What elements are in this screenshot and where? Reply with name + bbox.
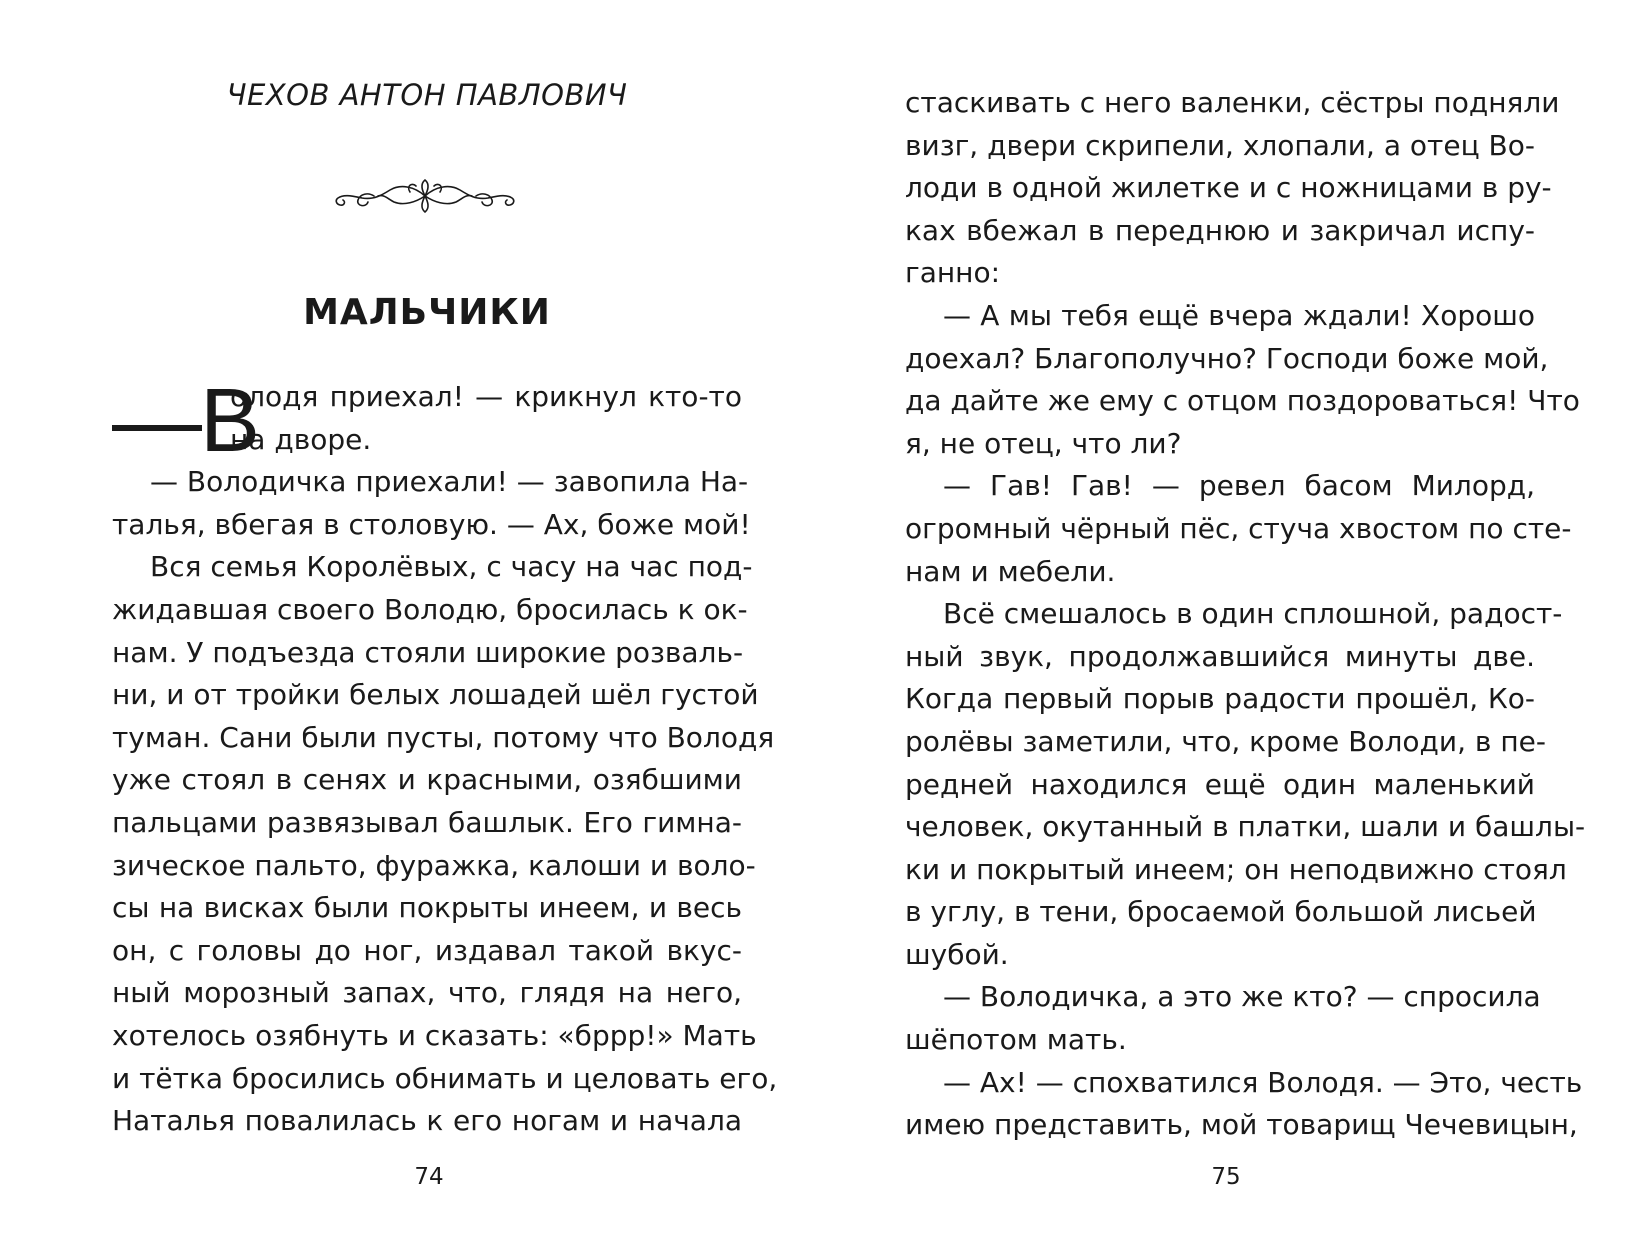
text-line: доехал? Благополучно? Господи боже мой, [905,341,1549,375]
text-line: и тётка бросились обнимать и целовать его, [112,1061,778,1095]
text-line: лоди в одной жилетке и с ножницами в ру- [905,171,1552,205]
right-page [815,0,1630,1252]
drop-cap: —В [112,371,259,471]
text-line: да дайте же ему с отцом поздороваться! Что [905,384,1580,418]
text-line: имею представить, мой товарищ Чечевицын, [905,1108,1578,1142]
left-text-column [112,371,778,1143]
text-line: сы на висках были покрыты инеем, и весь [112,891,742,925]
page-number-left: 74 [414,1164,444,1190]
text-line: на дворе. [230,422,372,456]
text-line: ках вбежал в переднюю и закричал испу- [905,213,1535,247]
text-line: ный морозный запах, что, глядя на него, [112,976,742,1010]
text-line: человек, окутанный в платки, шали и башлы- [905,810,1586,844]
text-line: он, с головы до ног, издавал такой вкус- [112,933,742,967]
text-line: жидавшая своего Володю, бросилась к ок- [112,592,748,626]
text-line: пальцами развязывал башлык. Его гимна- [112,805,742,839]
text-line: — Ах! — спохватился Володя. — Это, честь [943,1065,1583,1099]
text-line: Наталья повалилась к его ногам и начала [112,1104,742,1138]
text-line: визг, двери скрипели, хлопали, а отец Во- [905,128,1535,162]
text-line: стаскивать с него валенки, сёстры подняли [905,86,1560,119]
text-line: — Володичка приехали! — завопила На- [150,465,749,499]
text-line: — А мы тебя ещё вчера ждали! Хорошо [943,298,1535,332]
text-line: зическое пальто, фуражка, калоши и воло- [112,848,756,882]
text-line: нам. У подъезда стояли широкие розваль- [112,635,744,669]
text-line: талья, вбегая в столовую. — Ах, боже мой! [112,507,751,541]
text-line: огромный чёрный пёс, стуча хвостом по сте- [905,511,1572,545]
running-head: ЧЕХОВ АНТОН ПАВЛОВИЧ [226,78,628,112]
text-line: шубой. [905,937,1009,971]
text-line: шёпотом мать. [905,1023,1127,1057]
text-line: ганно: [905,256,1001,290]
text-line: — Володичка, а это же кто? — спросила [943,980,1541,1014]
text-line: туман. Сани были пусты, потому что Володя [112,720,775,754]
text-line: Когда первый порыв радости прошёл, Ко- [905,682,1535,716]
text-line: уже стоял в сенях и красными, озябшими [112,763,742,797]
chapter-title: МАЛЬЧИКИ [303,292,551,333]
text-line: — Гав! Гав! — ревел басом Милорд, [943,469,1535,503]
page-number-right: 75 [1211,1164,1241,1190]
text-line: ный звук, продолжавшийся минуты две. [905,639,1535,673]
text-line: Вся семья Королёвых, с часу на час под- [150,550,753,584]
text-line: нам и мебели. [905,554,1116,588]
ornament-flourish [334,172,516,220]
text-line: Всё смешалось в один сплошной, радост- [943,597,1563,631]
text-line: редней находился ещё один маленький [905,767,1535,801]
text-line: ни, и от тройки белых лошадей шёл густой [112,678,759,712]
text-line: олодя приехал! — крикнул кто-то [230,380,742,413]
text-line: я, не отец, что ли? [905,426,1182,460]
text-line: ки и покрытый инеем; он неподвижно стоял [905,852,1567,886]
text-line: в углу, в тени, бросаемой большой лисьей [905,895,1537,929]
text-line: ролёвы заметили, что, кроме Володи, в пе- [905,724,1546,758]
text-line: хотелось озябнуть и сказать: «бррр!» Мать [112,1018,757,1052]
right-text-column [905,82,1586,1147]
